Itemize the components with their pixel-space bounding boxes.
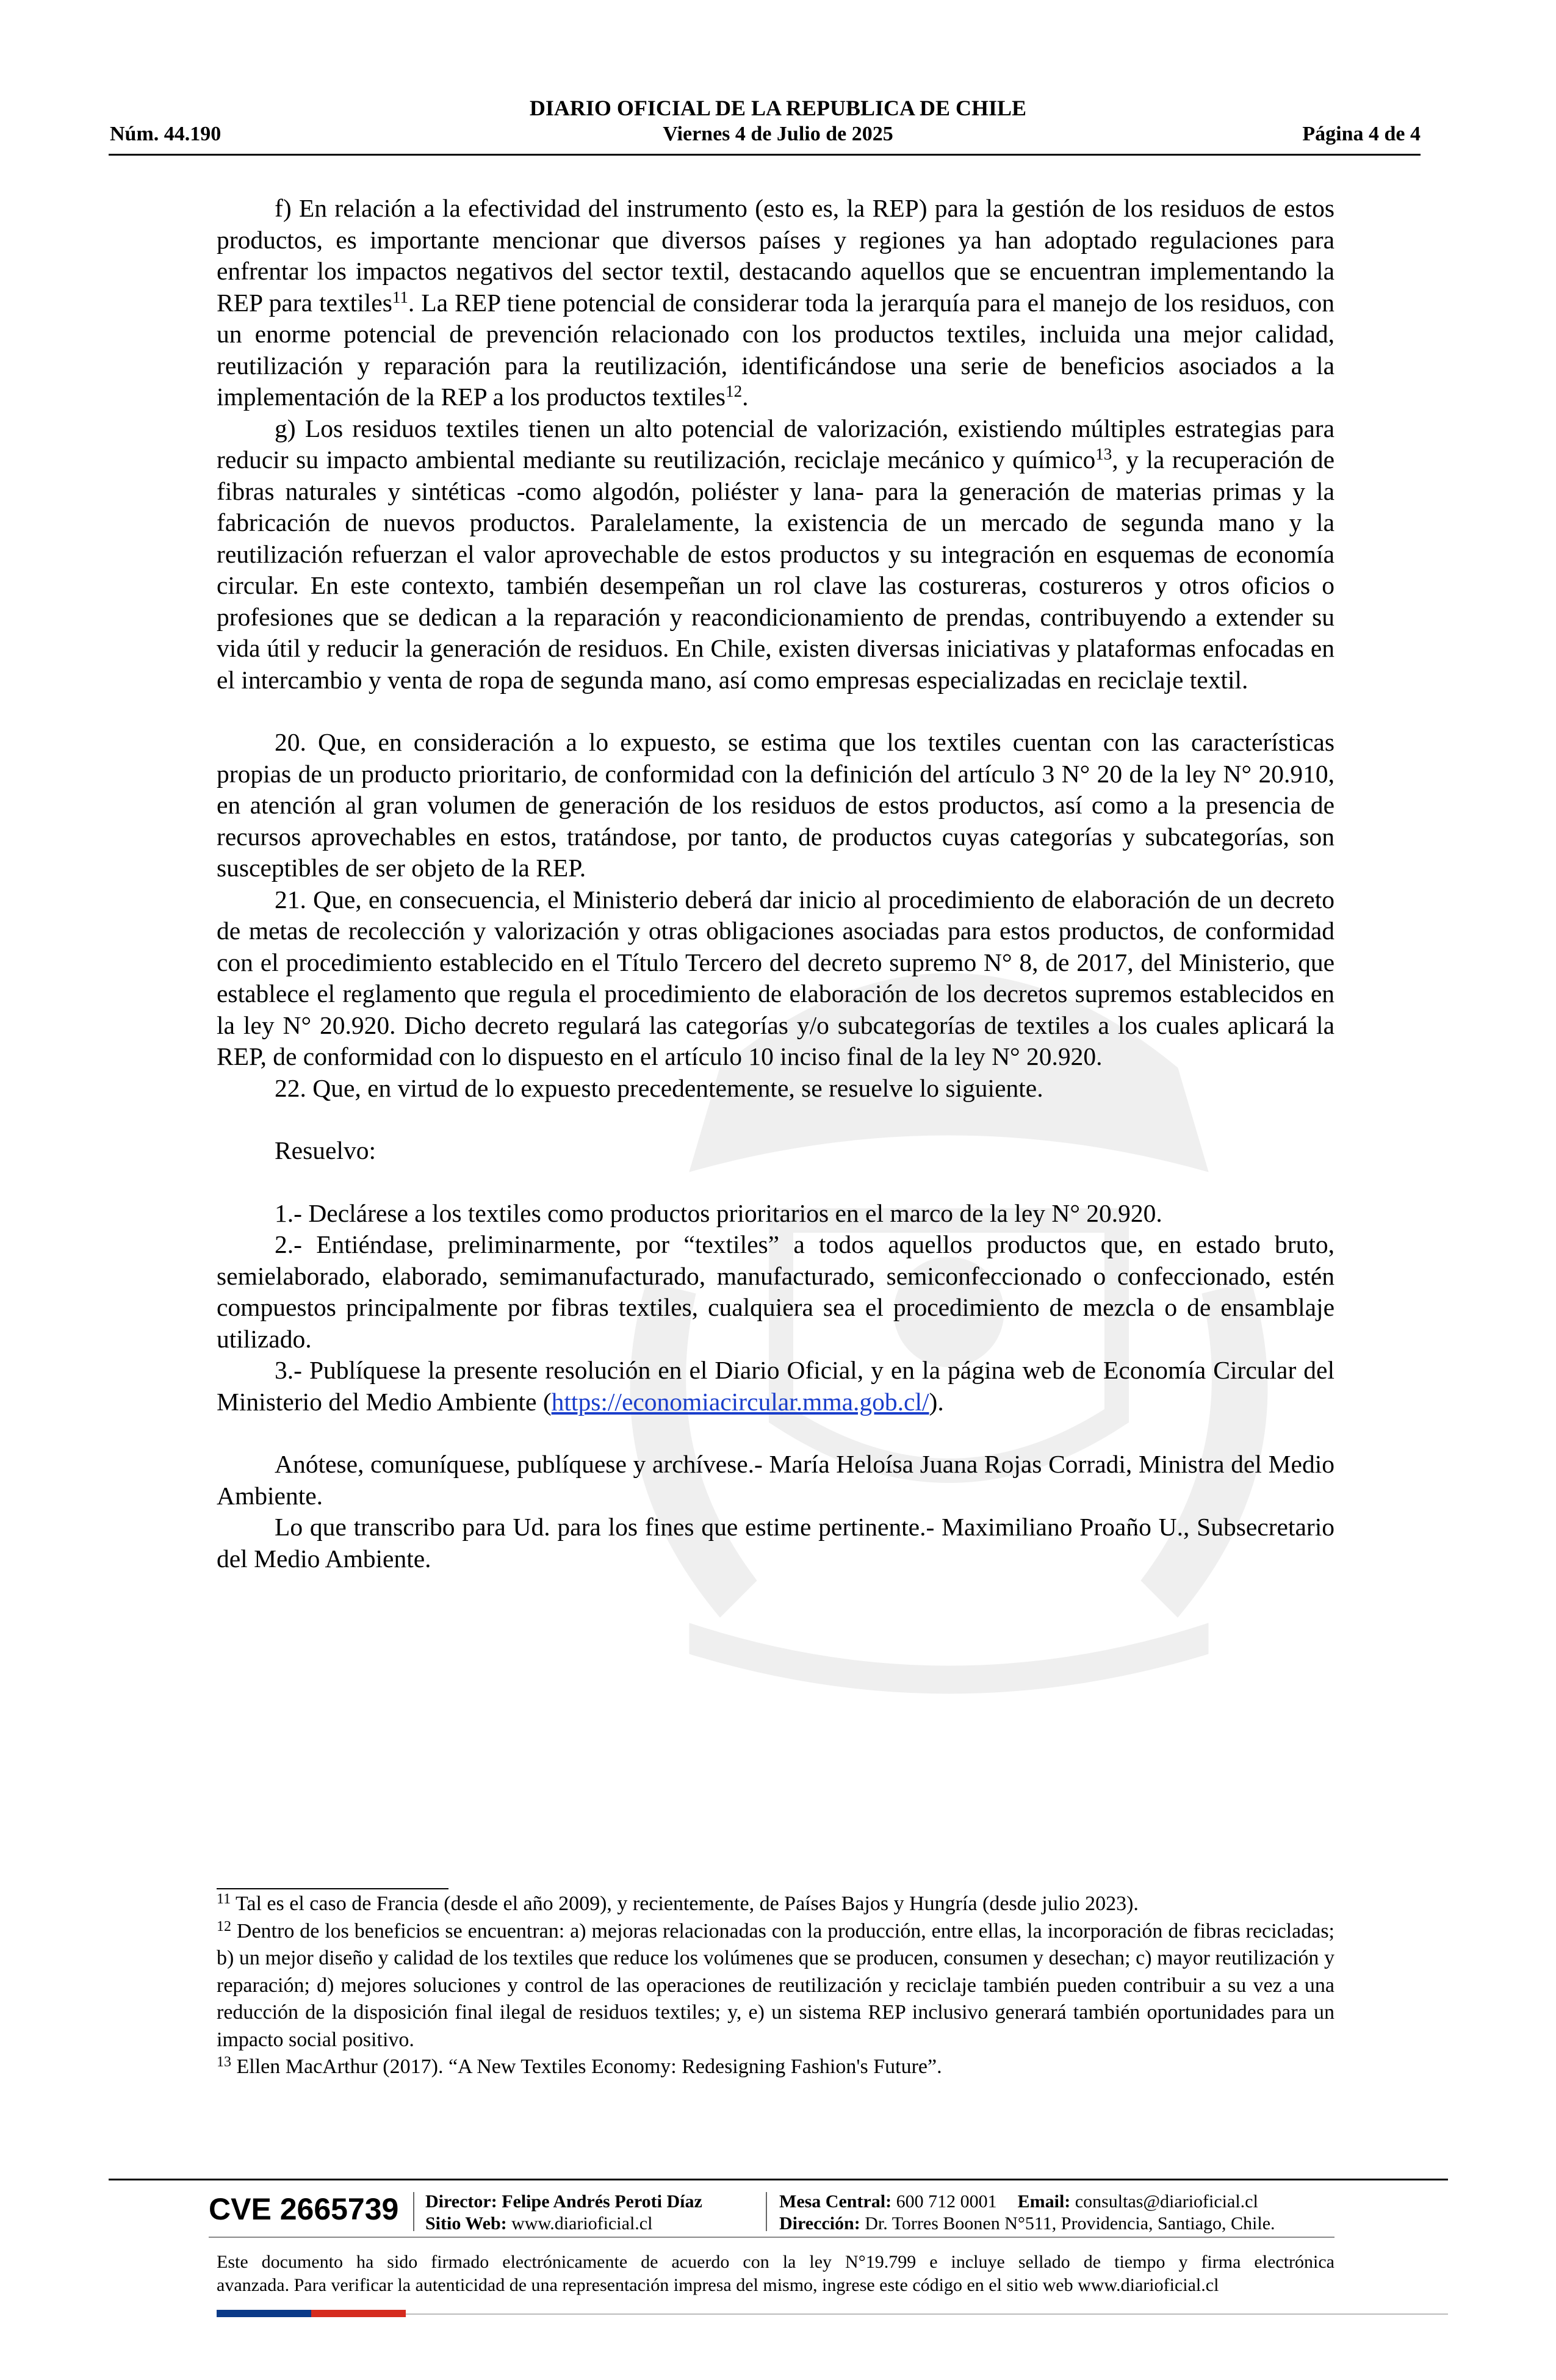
- mesa-phone: 600 712 0001: [891, 2191, 997, 2212]
- website-label: Sitio Web:: [425, 2213, 507, 2234]
- email-address[interactable]: consultas@diarioficial.cl: [1070, 2191, 1258, 2212]
- director-label: Director:: [425, 2191, 497, 2212]
- issue-date: Viernes 4 de Julio de 2025: [663, 123, 893, 145]
- footer-inner-divider: [209, 2237, 1334, 2238]
- paragraph-f: f) En relación a la efectividad del instrumento (esto es, la REP) para la gestión de los residuos de estos productos, es importante mencionar que diversos países y regiones ya han adoptado regulaciones para enfrentar los impactos negativos del sector textil, destacando aquellos que se encuentran implementando la REP para textiles$^{11}$. La REP tiene potencial de considerar toda la jerarquía para el manejo de los residuos, con un enorme potencial de prevención relacionado con los productos textiles, incluida una mejor calidad, reutilización y reparación para la reutilización, identificándose una serie de beneficios asociados a la implementación de la REP a los productos textiles$^{12}$.: [217, 194, 1334, 411]
- footer-separator: [766, 2192, 767, 2231]
- footnote-11: $^{11}$ Tal es el caso de Francia (desde el año 2009), y recientemente, de Países Bajos y Hungría (desde julio 2023).: [217, 1891, 1139, 1915]
- mesa-label: Mesa Central:: [779, 2191, 892, 2212]
- gazette-title: DIARIO OFICIAL DE LA REPUBLICA DE CHILE: [529, 96, 1027, 120]
- website-url[interactable]: www.diarioficial.cl: [506, 2213, 653, 2234]
- resuelvo-heading: Resuelvo:: [275, 1136, 376, 1164]
- footer-divider: [109, 2179, 1448, 2180]
- footnote-ref-12[interactable]: 12: [726, 382, 743, 400]
- address-label: Dirección:: [779, 2213, 860, 2234]
- paragraph-20: 20. Que, en consideración a lo expuesto, se estima que los textiles cuentan con las características propias de un producto prioritario, de conformidad con la definición del artículo 3 N° 20 de la ley N° 20.910, en atención al gran volumen de generación de los residuos de estos productos, así como a la presencia de recursos aprovechables en estos, tratándose, por tanto, de productos cuyas categorías y subcategorías, son susceptibles de ser objeto de la REP.: [217, 728, 1334, 882]
- flag-blue-band: [217, 2310, 311, 2317]
- page-indicator: Página 4 de 4: [1302, 123, 1421, 145]
- flag-stripe: [217, 2310, 406, 2317]
- email-label: Email:: [1017, 2191, 1071, 2212]
- document-body: [217, 193, 1334, 1574]
- paragraph-g: g) Los residuos textiles tienen un alto potencial de valorización, existiendo múltiples estrategias para reducir su impacto ambiental mediante su reutilización, reciclaje mecánico y químico$^{13}$, y la recuperación de fibras naturales y sintéticas -como algodón, poliéster y lana- para la generación de materias primas y la fabricación de nuevos productos. Paralelamente, la existencia de un mercado de segunda mano y la reutilización refuerzan el valor aprovechable de estos productos y su integración en esquemas de economía circular. En este contexto, también desempeñan un rol clave las costureras, costureros y otros oficios o profesiones que se dedican a la reparación y reacondicionamiento de prendas, contribuyendo a extender su vida útil y reducir la generación de residuos. En Chile, existen diversas iniciativas y plataformas enfocadas en el intercambio y venta de ropa de segunda mano, así como empresas especializadas en reciclaje textil.: [217, 414, 1335, 694]
- cve-code: CVE 2665739: [209, 2192, 399, 2226]
- economia-circular-link[interactable]: https://economiacircular.mma.gob.cl/: [551, 1387, 929, 1416]
- footnote-13: $^{13}$ Ellen MacArthur (2017). “A New Textiles Economy: Redesigning Fashion's Future”.: [217, 2054, 942, 2078]
- footer-bottom-rule: [406, 2313, 1448, 2315]
- footnote-divider: [217, 1888, 448, 1889]
- resolution-item-2: 2.- Entiéndase, preliminarmente, por “textiles” a todos aquellos productos que, en estado bruto, semielaborado, elaborado, semimanufacturado, manufacturado, semiconfeccionado o confeccionado, estén compuestos principalmente por fibras textiles, cualquiera sea el procedimiento de mezcla o de ensamblaje utilizado.: [217, 1230, 1334, 1353]
- resolution-item-1: 1.- Declárese a los textiles como productos prioritarios en el marco de la ley N° 20.920.: [275, 1199, 1162, 1227]
- signature-paragraph: Anótese, comuníquese, publíquese y archívese.- María Heloísa Juana Rojas Corradi, Ministra del Medio Ambiente.: [217, 1450, 1334, 1510]
- issue-number: Núm. 44.190: [110, 123, 222, 145]
- paragraph-22: 22. Que, en virtud de lo expuesto precedentemente, se resuelve lo siguiente.: [275, 1073, 1043, 1102]
- footer-director-block: [425, 2191, 702, 2235]
- footnotes: [217, 1891, 1334, 2081]
- verification-note: Este documento ha sido firmado electrónicamente de acuerdo con la ley N°19.799 e incluye sellado de tiempo y firma electrónica avanzada. Para verificar la autenticidad de una representación impresa del mismo, ingrese este código en el sitio web www.diarioficial.cl: [217, 2252, 1334, 2295]
- footnote-12: $^{12}$ Dentro de los beneficios se encuentran: a) mejoras relacionadas con la producción, entre ellas, la incorporación de fibras recicladas; b) un mejor diseño y calidad de los textiles que reduce los volúmenes que se producen, consumen y desechan; c) mayor reutilización y reparación; d) mejores soluciones y control de las operaciones de reutilización y reciclaje también pueden contribuir a su vez a una reducción de la disposición final ilegal de residuos textiles; y, e) un sistema REP inclusivo generará también oportunidades para un impacto social positivo.: [217, 1918, 1334, 2051]
- flag-red-band: [311, 2310, 406, 2317]
- transcription-paragraph: Lo que transcribo para Ud. para los fines que estime pertinente.- Maximiliano Proaño U., Subsecretario del Medio Ambiente.: [217, 1513, 1334, 1573]
- footnote-ref-13[interactable]: 13: [1095, 445, 1112, 463]
- resolution-item-3: 3.- Publíquese la presente resolución en el Diario Oficial, y en la página web de Economía Circular del Ministerio del Medio Ambiente (https://economiacircular.mma.gob.cl/).: [217, 1356, 1334, 1416]
- footer-contact-block: [779, 2191, 1275, 2235]
- header-divider: [109, 154, 1421, 156]
- footnote-ref-11[interactable]: 11: [392, 287, 408, 306]
- director-name: Felipe Andrés Peroti Díaz: [497, 2191, 702, 2212]
- address-text: Dr. Torres Boonen N°511, Providencia, Santiago, Chile.: [860, 2213, 1275, 2234]
- footer-separator: [413, 2192, 414, 2231]
- paragraph-21: 21. Que, en consecuencia, el Ministerio deberá dar inicio al procedimiento de elaboración de un decreto de metas de recolección y valorización y otras obligaciones asociadas para estos productos, de conformidad con el procedimiento establecido en el Título Tercero del decreto supremo N° 8, de 2017, del Ministerio, que establece el reglamento que regula el procedimiento de elaboración de los decretos supremos establecidos en la ley N° 20.920. Dicho decreto regulará las categorías y/o subcategorías de textiles a los cuales aplicará la REP, de conformidad con lo dispuesto en el artículo 10 inciso final de la ley N° 20.920.: [217, 885, 1334, 1070]
